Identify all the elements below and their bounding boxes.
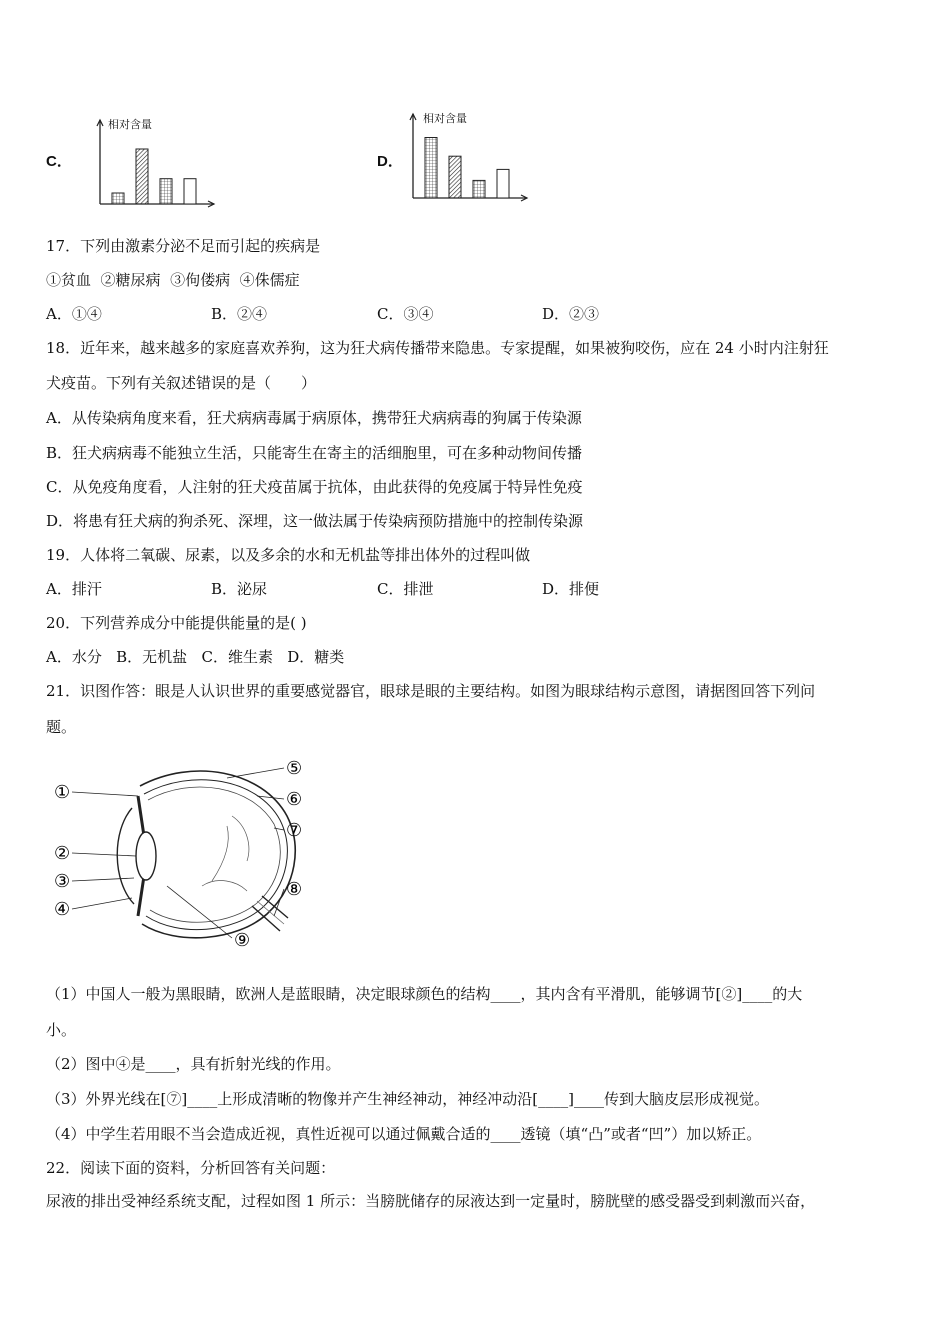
eye-label-2: ②: [54, 843, 71, 864]
q21-sub1-line2: 小。: [46, 1021, 77, 1039]
chart-bar-4: [184, 179, 196, 204]
q17-stem: 17．下列由激素分泌不足而引起的疾病是: [46, 237, 321, 255]
eye-label-5: ⑤: [286, 758, 303, 779]
eye-diagram-svg: [52, 756, 322, 956]
q21-sub3: （3）外界光线在[⑦]____上形成清晰的物像并产生神经神动，神经冲动沿[____]____传到大脑皮层形成视觉。: [46, 1090, 769, 1108]
q21-sub4: （4）中学生若用眼不当会造成近视，真性近视可以通过佩戴合适的____透镜（填“凸”或者“凹”）加以矫正。: [46, 1125, 762, 1143]
q19-option-d[interactable]: D．排便: [542, 580, 600, 598]
eye-diagram: [52, 756, 322, 960]
q18-option-b[interactable]: B．狂犬病病毒不能独立生活，只能寄生在寄主的活细胞里，可在多种动物间传播: [46, 444, 583, 462]
chart-bar-4: [497, 169, 509, 198]
eye-label-9: ⑨: [234, 930, 251, 951]
q21-stem-line1: 21．识图作答：眼是人认识世界的重要感觉器官，眼球是眼的主要结构。如图为眼球结构示意图，请据图回答下列问: [46, 682, 816, 700]
chart-bar-3: [160, 179, 172, 204]
chart-bar-3: [473, 180, 485, 198]
eye-label-6: ⑥: [286, 789, 303, 810]
q21-sub2: （2）图中④是____，具有折射光线的作用。: [46, 1055, 341, 1073]
option-d-label: D．: [377, 153, 403, 170]
q18-stem-line2: 犬疫苗。下列有关叙述错误的是（ ）: [46, 374, 317, 392]
eye-label-4: ④: [54, 899, 71, 920]
eye-label-3: ③: [54, 871, 71, 892]
chart-c: [92, 112, 222, 212]
chart-d-ylabel: 相对含量: [423, 112, 467, 125]
q19-option-a[interactable]: A．排汗: [46, 580, 102, 598]
q18-option-c[interactable]: C．从免疫角度看，人注射的狂犬疫苗属于抗体，由此获得的免疫属于特异性免疫: [46, 478, 583, 496]
q22-text: 尿液的排出受神经系统支配，过程如图 1 所示：当膀胱储存的尿液达到一定量时，膀胱壁的感受器受到刺激而兴奋，: [46, 1192, 816, 1210]
q19-option-b[interactable]: B．泌尿: [211, 580, 268, 598]
eye-label-7: ⑦: [286, 820, 303, 841]
q17-option-a[interactable]: A．①④: [46, 305, 102, 323]
q22-stem: 22．阅读下面的资料，分析回答有关问题：: [46, 1159, 336, 1177]
q17-option-b[interactable]: B．②④: [211, 305, 268, 323]
q18-option-d[interactable]: D．将患有狂犬病的狗杀死、深埋，这一做法属于传染病预防措施中的控制传染源: [46, 512, 584, 530]
q21-stem-line2: 题。: [46, 718, 77, 736]
q17-items: ①贫血 ②糖尿病 ③佝偻病 ④侏儒症: [46, 271, 300, 289]
chart-d: [405, 106, 535, 206]
chart-bar-1: [112, 193, 124, 204]
chart-c-ylabel: 相对含量: [108, 118, 152, 131]
q17-option-c[interactable]: C．③④: [377, 305, 434, 323]
eye-label-1: ①: [54, 782, 71, 803]
chart-bar-1: [425, 138, 437, 199]
q17-option-d[interactable]: D．②③: [542, 305, 600, 323]
q19-stem: 19．人体将二氧碳、尿素，以及多余的水和无机盐等排出体外的过程叫做: [46, 546, 531, 564]
chart-bar-2: [136, 149, 148, 204]
q18-stem-line1: 18．近年来，越来越多的家庭喜欢养狗，这为狂犬病传播带来隐患。专家提醒，如果被狗咬伤，应在 24 小时内注射狂: [46, 339, 829, 357]
q20-options[interactable]: A．水分 B．无机盐 C．维生素 D．糖类: [46, 648, 345, 666]
q20-stem: 20．下列营养成分中能提供能量的是( ): [46, 614, 307, 632]
q19-option-c[interactable]: C．排泄: [377, 580, 434, 598]
option-c-label: C．: [46, 153, 72, 170]
q18-option-a[interactable]: A．从传染病角度来看，狂犬病病毒属于病原体，携带狂犬病病毒的狗属于传染源: [46, 409, 582, 427]
q21-sub1-line1: （1）中国人一般为黑眼睛，欧洲人是蓝眼睛，决定眼球颜色的结构____，其内含有平滑肌，能够调节[②]____的大: [46, 985, 803, 1003]
eye-label-8: ⑧: [286, 879, 303, 900]
chart-bar-2: [449, 156, 461, 198]
